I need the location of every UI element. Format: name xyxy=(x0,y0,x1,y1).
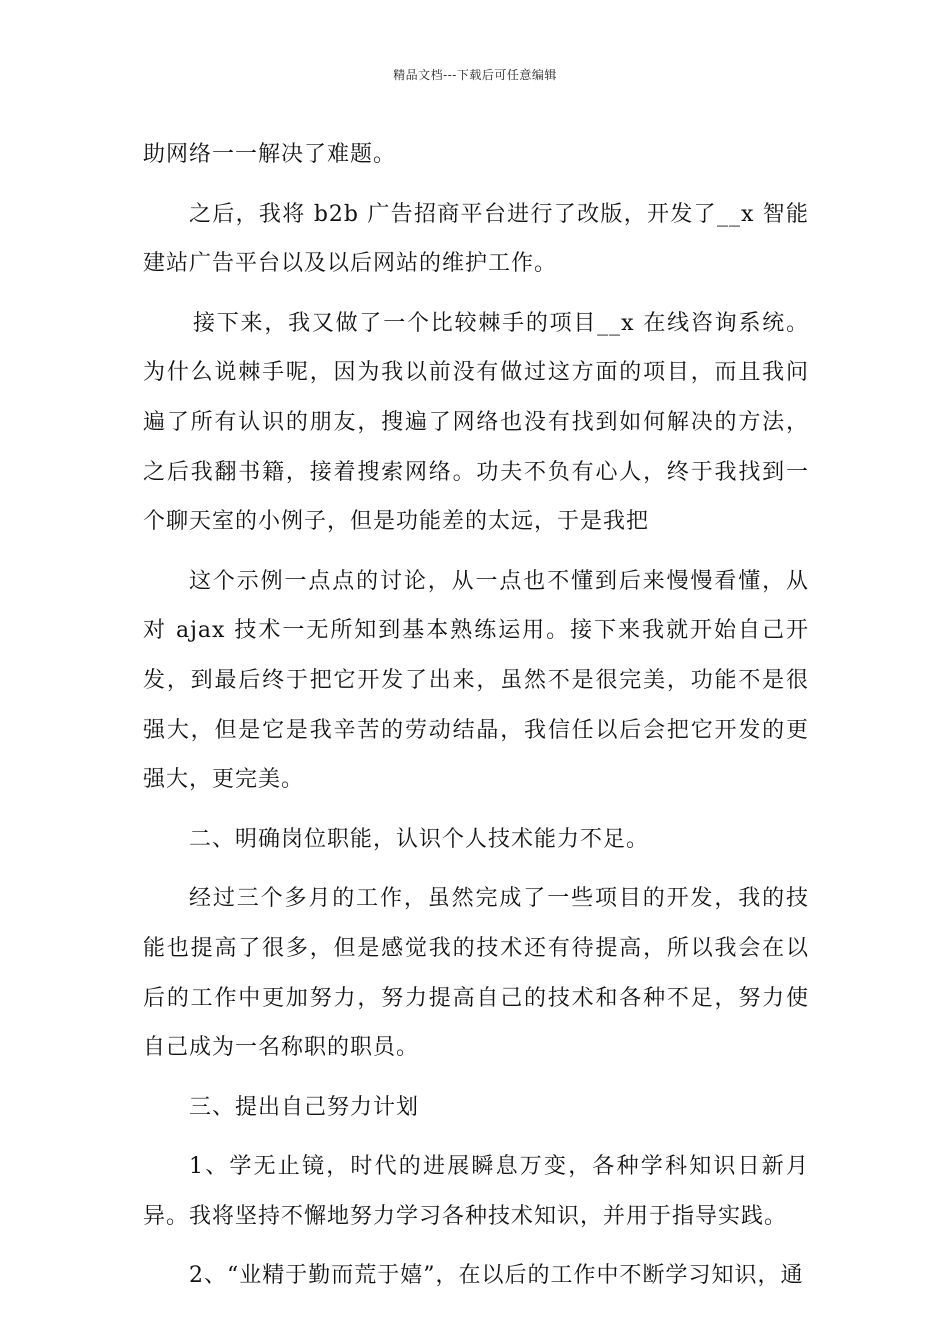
paragraph-continuation: 助网络一一解决了难题。 xyxy=(143,142,397,167)
section-heading-two: 二、明确岗位职能，认识个人技术能力不足。 xyxy=(189,826,650,852)
document-body xyxy=(143,130,809,1311)
paragraph-b2b-redesign: 之后，我将 b2b 广告招商平台进行了改版，开发了__x 智能建站广告平台以及以后网站的维护工作。 xyxy=(143,201,809,277)
plan-item-one: 1、学无止镜，时代的进展瞬息万变，各种学科知识日新月异。我将坚持不懈地努力学习各种技术知识，并用于指导实践。 xyxy=(143,1154,809,1229)
paragraph-ajax-study: 这个示例一点点的讨论，从一点也不懂到后来慢慢看懂，从对 ajax 技术一无所知到基本熟练运用。接下来我就开始自己开发，到最后终于把它开发了出来，虽然不是很完美，功能不是很强大，但是它是我辛苦的劳动结晶，我信任以后会把它开发的更强大，更完美。 xyxy=(143,568,809,793)
paragraph-consulting-system: 接下来，我又做了一个比较棘手的项目__x 在线咨询系统。为什么说棘手呢，因为我以前没有做过这方面的项目，而且我问遍了所有认识的朋友，搜遍了网络也没有找到如何解决的方法，之后我翻书籍，接着搜索网络。功夫不负有心人，终于我找到一个聊天室的小例子，但是功能差的太远，于是我把 xyxy=(143,310,809,535)
paragraph-skills-improvement: 经过三个多月的工作，虽然完成了一些项目的开发，我的技能也提高了很多，但是感觉我的技术还有待提高，所以我会在以后的工作中更加努力，努力提高自己的技术和各种不足，努力使自己成为一名称职的职员。 xyxy=(143,886,809,1061)
section-heading-three: 三、提出自己努力计划 xyxy=(189,1094,420,1120)
plan-item-two: 2、“业精于勤而荒于嬉”，在以后的工作中不断学习知识，通 xyxy=(189,1263,804,1289)
page-header: 精品文档---下载后可任意编辑 xyxy=(393,68,557,82)
